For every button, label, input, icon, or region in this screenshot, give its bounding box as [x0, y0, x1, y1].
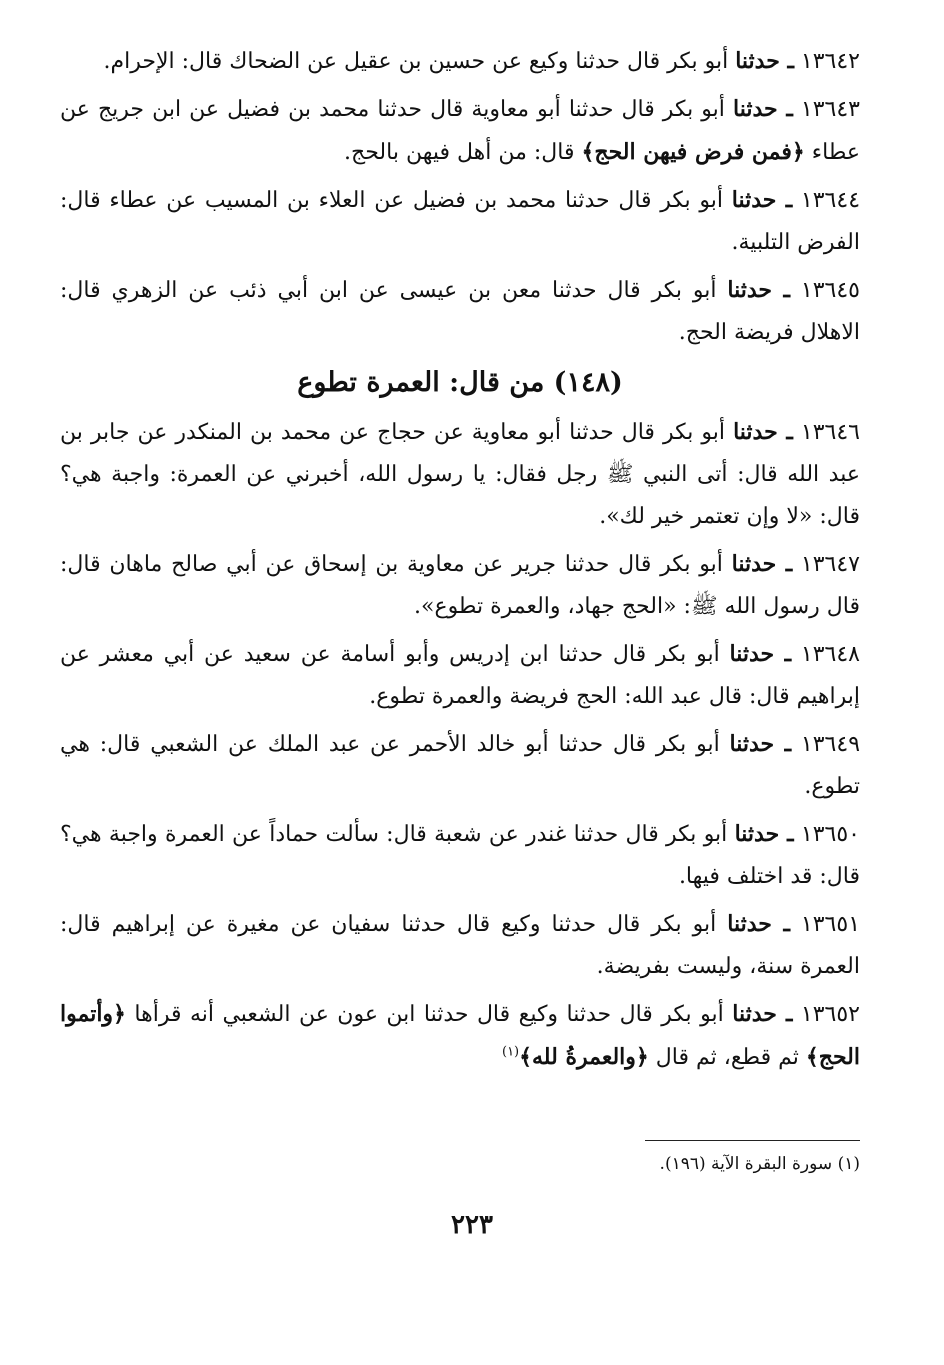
page-number: ٢٢٣: [451, 1210, 493, 1240]
hadith-number: ١٣٦٤٨: [800, 642, 860, 667]
hadith-lead: ـ حدثنا: [732, 1001, 793, 1027]
hadith-text: أبو بكر قال حدثنا جرير عن معاوية بن إسحاق عن أبي صالح ماهان قال: قال رسول الله ﷺ: «الحج جهاد، والعمرة تطوع».: [60, 552, 860, 619]
hadith-number: ١٣٦٤٧: [800, 552, 860, 577]
hadith-13648: [60, 633, 860, 718]
hadith-13647: [60, 543, 860, 628]
hadith-lead: ـ حدثنا: [727, 277, 791, 303]
hadith-lead: ـ حدثنا: [734, 821, 794, 847]
section-title: (١٤٨) من قال: العمرة تطوع: [297, 367, 623, 398]
hadith-number: ١٣٦٤٦: [800, 420, 860, 445]
footnote: (١) سورة البقرة الآية (١٩٦).: [659, 1154, 860, 1174]
hadith-number: ١٣٦٤٣: [800, 97, 860, 122]
hadith-text: أبو بكر قال حدثنا معن بن عيسى عن ابن أبي ذئب عن الزهري قال: الاهلال فريضة الحج.: [60, 278, 860, 345]
hadith-13644: [60, 179, 860, 264]
hadith-number: ١٣٦٤٩: [800, 732, 861, 757]
hadith-text: أبو بكر قال حدثنا غندر عن شعبة قال: سألت حماداً عن العمرة واجبة هي؟ قال: قد اختلف فيها.: [60, 822, 860, 889]
hadith-text: أبو بكر قال حدثنا أبو معاوية عن حجاج عن محمد بن المنكدر عن جابر بن عبد الله قال: أتى النبي ﷺ رجل فقال: يا رسول الله، أخبرني عن العمرة: واجبة هي؟ قال: «لا وإن تعتمر خير لك».: [60, 420, 860, 529]
hadith-text: أبو بكر قال حدثنا ابن إدريس وأبو أسامة عن سعيد عن أبي معشر عن إبراهيم قال: قال عبد الله: الحج فريضة والعمرة تطوع.: [60, 642, 860, 709]
hadith-text: أبو بكر قال حدثنا وكيع قال حدثنا ابن عون عن الشعبي أنه قرأها: [134, 1002, 724, 1027]
hadith-13642: [60, 40, 860, 83]
hadith-lead: ـ حدثنا: [731, 551, 793, 577]
hadith-text: أبو بكر قال حدثنا وكيع عن حسين بن عقيل عن الضحاك قال: الإحرام.: [103, 49, 729, 74]
hadith-number: ١٣٦٥١: [800, 912, 861, 937]
footnote-divider: [645, 1140, 860, 1141]
quran-quote: ﴿وأتموا الحج﴾: [60, 1001, 860, 1070]
hadith-13645: [60, 269, 860, 354]
hadith-13649: [60, 723, 860, 808]
quran-quote: ﴿والعمرةُ لله﴾: [519, 1044, 649, 1070]
hadith-13646: [60, 411, 860, 538]
hadith-number: ١٣٦٥٢: [800, 1002, 860, 1027]
hadith-text: أبو بكر قال حدثنا أبو خالد الأحمر عن عبد الملك عن الشعبي قال: هي تطوع.: [60, 732, 860, 799]
hadith-13650: [60, 813, 860, 898]
page-body: [60, 40, 860, 1084]
hadith-lead: ـ حدثنا: [733, 96, 793, 122]
hadith-number: ١٣٦٤٢: [800, 49, 860, 74]
quran-quote: ﴿فمن فرض فيهن الحج﴾: [581, 139, 805, 165]
hadith-lead: ـ حدثنا: [727, 911, 790, 937]
hadith-text: أبو بكر قال حدثنا أبو معاوية قال حدثنا محمد بن فضيل عن ابن جريج عن عطاء: [60, 97, 860, 165]
hadith-text-middle: ثم قطع، ثم قال: [655, 1045, 799, 1070]
hadith-text-after: قال: من أهل فيهن بالحج.: [344, 140, 575, 165]
hadith-13651: [60, 903, 860, 988]
footnote-reference: (١): [501, 1044, 520, 1060]
hadith-lead: ـ حدثنا: [729, 731, 792, 757]
hadith-lead: ـ حدثنا: [735, 48, 794, 74]
hadith-lead: ـ حدثنا: [731, 187, 793, 213]
hadith-text: أبو بكر قال حدثنا وكيع قال حدثنا سفيان عن مغيرة عن إبراهيم قال: العمرة سنة، وليست بفريضة.: [60, 912, 860, 979]
hadith-lead: ـ حدثنا: [733, 419, 793, 445]
hadith-number: ١٣٦٥٠: [800, 822, 860, 847]
hadith-text: أبو بكر قال حدثنا محمد بن فضيل عن العلاء بن المسيب عن عطاء قال: الفرض التلبية.: [60, 188, 860, 255]
hadith-number: ١٣٦٤٤: [800, 188, 861, 213]
hadith-13643: [60, 88, 860, 174]
hadith-13652: [60, 993, 860, 1079]
hadith-number: ١٣٦٤٥: [800, 278, 860, 303]
hadith-lead: ـ حدثنا: [729, 641, 792, 667]
